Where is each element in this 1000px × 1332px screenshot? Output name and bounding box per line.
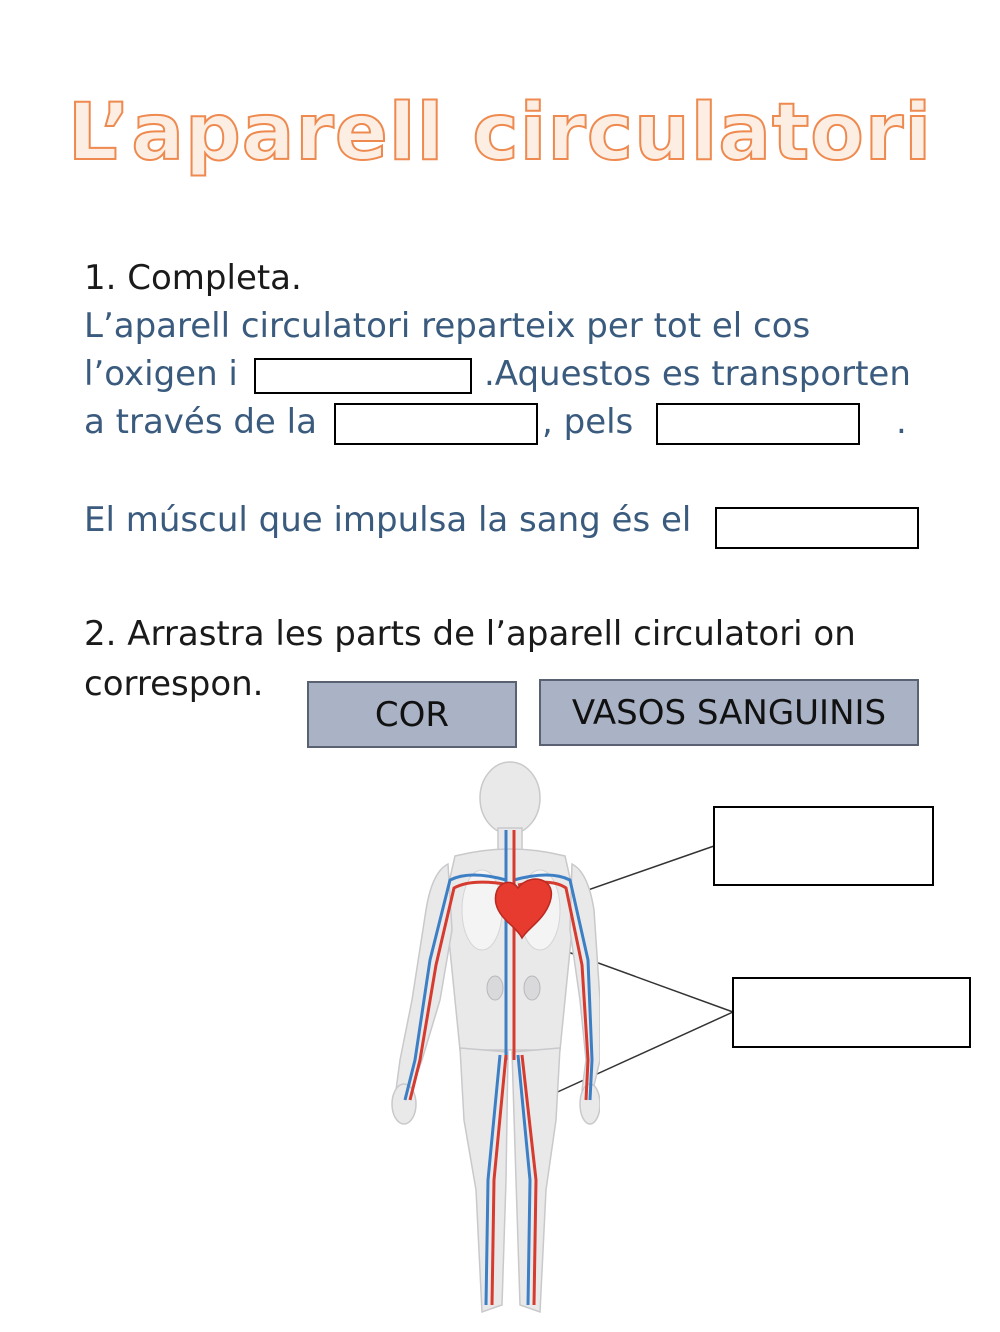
drop-zone-heart[interactable]: [713, 806, 934, 886]
exercise1-line2-end: .Aquestos es transporten: [484, 354, 911, 394]
blank-input-4[interactable]: [715, 507, 919, 549]
exercise1-line4: El múscul que impulsa la sang és el: [84, 500, 692, 540]
blank-input-3[interactable]: [656, 403, 860, 445]
drag-tile-vasos-sanguinis[interactable]: VASOS SANGUINIS: [539, 679, 919, 746]
page-title: L’aparell circulatori: [67, 88, 933, 178]
exercise1-heading: 1. Completa.: [84, 258, 302, 298]
exercise2-heading-line1: 2. Arrastra les parts de l’aparell circulatori on: [84, 614, 856, 654]
exercise1-line2-start: l’oxigen i: [84, 354, 238, 394]
drag-tile-cor[interactable]: COR: [307, 681, 517, 748]
exercise2-heading-line2: correspon.: [84, 664, 264, 704]
drop-zone-vessels[interactable]: [732, 977, 971, 1048]
blank-input-2[interactable]: [334, 403, 538, 445]
exercise1-line3-end: .: [896, 402, 907, 442]
blank-input-1[interactable]: [254, 358, 472, 394]
exercise1-line3-mid: , pels: [542, 402, 634, 442]
circulatory-system-figure: [360, 760, 600, 1330]
exercise1-line1: L’aparell circulatori reparteix per tot el cos: [84, 306, 811, 346]
exercise1-line3-start: a través de la: [84, 402, 317, 442]
